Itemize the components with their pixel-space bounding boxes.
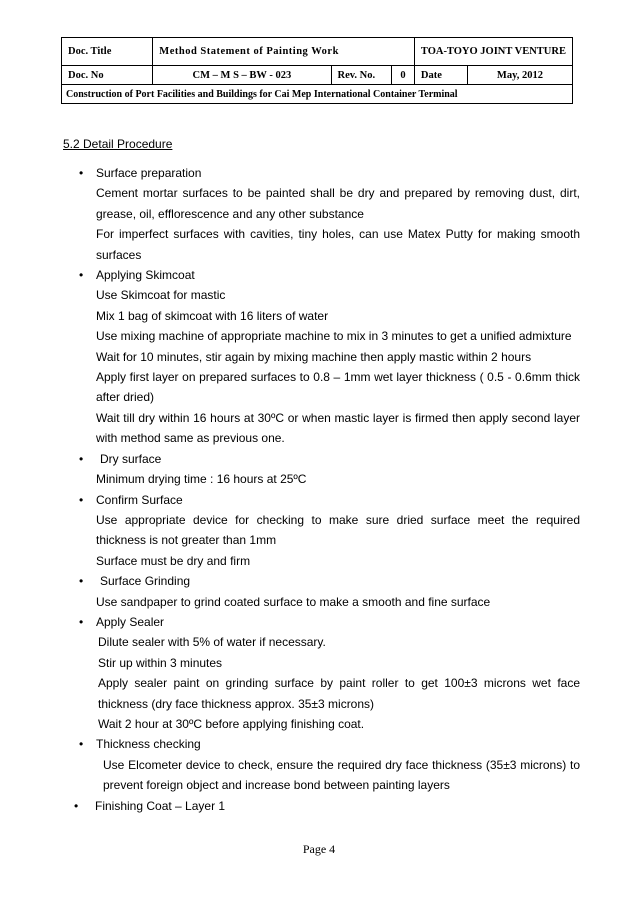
item-text: Use sandpaper to grind coated surface to make a smooth and fine surface <box>96 594 491 609</box>
rev-no-label: Rev. No. <box>331 66 392 85</box>
doc-title-value: Method Statement of Painting Work <box>153 38 415 66</box>
date-label: Date <box>414 66 467 85</box>
bullet-icon: • <box>79 574 84 589</box>
doc-no-value: CM – M S – BW - 023 <box>153 66 331 85</box>
list-item <box>79 490 580 572</box>
item-text: Use mixing machine of appropriate machine to mix in 3 minutes to get a unified admixture <box>96 329 572 344</box>
item-title: Confirm Surface <box>96 492 183 507</box>
item-text: Wait till dry within 16 hours at 30ºC or when mastic layer is firmed then apply second layer with method same as previous one. <box>96 410 580 446</box>
item-text: Mix 1 bag of skimcoat with 16 liters of water <box>96 308 329 323</box>
item-text: Surface must be dry and firm <box>96 553 251 568</box>
bullet-icon: • <box>74 798 79 813</box>
item-title: Apply Sealer <box>96 614 165 629</box>
item-text: Apply sealer paint on grinding surface by paint roller to get 100±3 microns wet face thickness (dry face thickness approx. 35±3 microns) <box>98 676 580 711</box>
list-item <box>79 612 580 734</box>
item-text: Stir up within 3 minutes <box>98 655 223 670</box>
document-header-table <box>61 37 573 104</box>
date-value: May, 2012 <box>467 66 572 85</box>
procedure-list <box>74 163 580 816</box>
item-text: Dilute sealer with 5% of water if necessary. <box>98 635 326 650</box>
list-item <box>79 571 580 612</box>
bullet-icon: • <box>79 492 84 507</box>
list-item <box>74 796 580 816</box>
item-text: Use Elcometer device to check, ensure the required dry face thickness (35±3 microns) to prevent foreign object and increase bond between painting layers <box>103 757 580 793</box>
item-title: Dry surface <box>100 451 162 466</box>
rev-no-value: 0 <box>392 66 415 85</box>
section-title: 5.2 Detail Procedure <box>63 137 173 151</box>
item-title: Applying Skimcoat <box>96 268 195 283</box>
bullet-icon: • <box>79 451 84 466</box>
item-title: Surface preparation <box>96 166 202 180</box>
page-number: Page 4 <box>302 842 336 856</box>
doc-title-label: Doc. Title <box>62 38 153 66</box>
doc-no-label: Doc. No <box>62 66 153 85</box>
item-text: Wait for 10 minutes, stir again by mixing machine then apply mastic within 2 hours <box>96 349 532 364</box>
item-text: Cement mortar surfaces to be painted shall be dry and prepared by removing dust, dirt, grease, oil, efflorescence and any other substance <box>96 186 580 221</box>
item-text: Wait 2 hour at 30ºC before applying finishing coat. <box>98 716 365 731</box>
list-item <box>79 734 580 795</box>
bullet-icon: • <box>79 268 84 283</box>
item-text: For imperfect surfaces with cavities, tiny holes, can use Matex Putty for making smooth surfaces <box>96 227 580 262</box>
item-title: Surface Grinding <box>100 574 191 589</box>
company-name: TOA-TOYO JOINT VENTURE <box>414 38 572 66</box>
item-text: Minimum drying time : 16 hours at 25ºC <box>96 472 307 487</box>
bullet-icon: • <box>79 166 84 180</box>
list-item <box>79 163 580 265</box>
bullet-icon: • <box>79 737 84 752</box>
item-text: Apply first layer on prepared surfaces to 0.8 – 1mm wet layer thickness ( 0.5 - 0.6mm thick after dried) <box>96 370 580 405</box>
list-item <box>79 449 580 490</box>
bullet-icon: • <box>79 614 84 629</box>
item-title: Finishing Coat – Layer 1 <box>95 798 226 813</box>
item-title: Thickness checking <box>96 737 201 752</box>
project-name: Construction of Port Facilities and Buildings for Cai Mep International Container Terminal <box>62 85 573 104</box>
item-text: Use Skimcoat for mastic <box>96 288 226 303</box>
item-text: Use appropriate device for checking to make sure dried surface meet the required thickness is not greater than 1mm <box>96 512 580 548</box>
list-item <box>79 265 580 449</box>
